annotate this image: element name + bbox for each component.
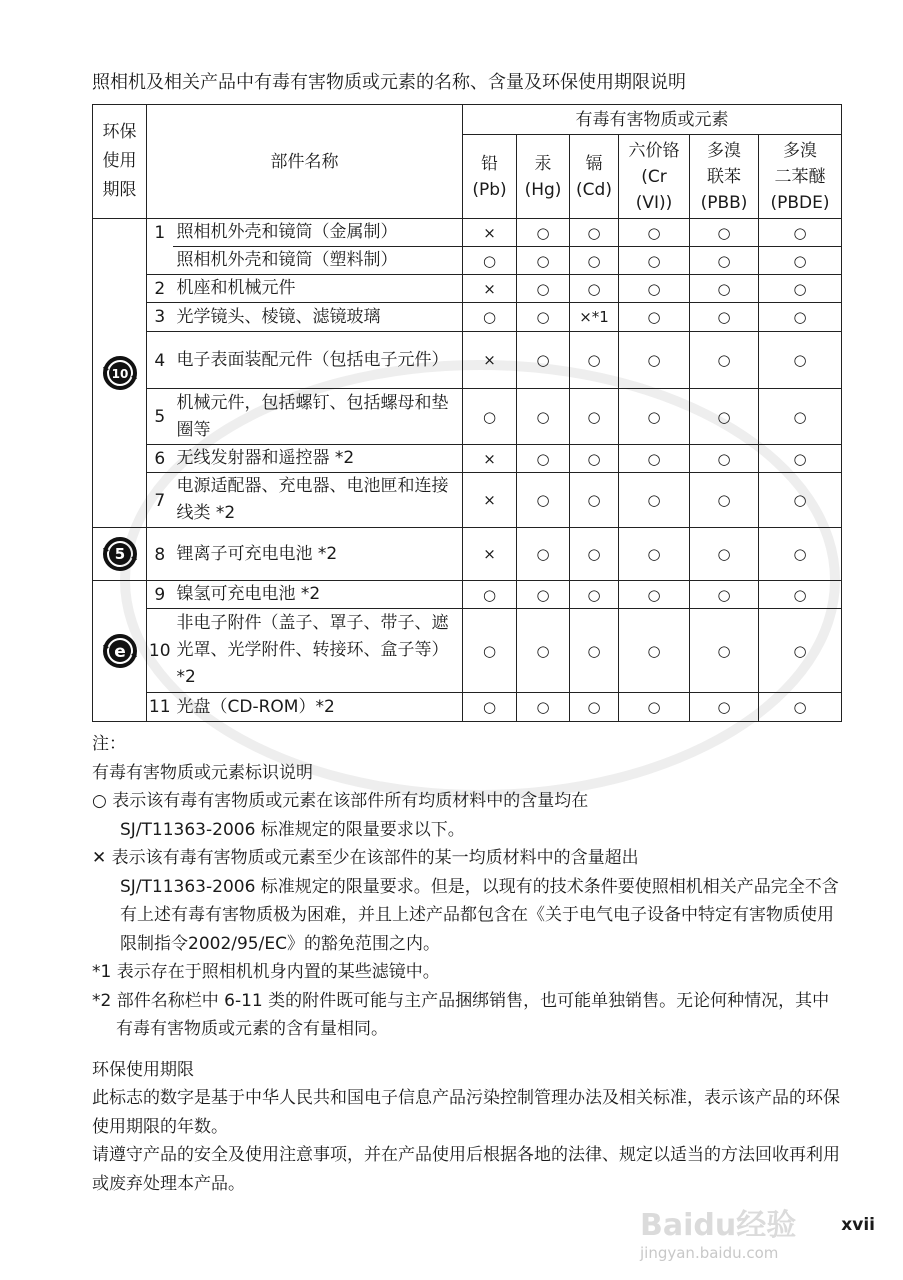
part-number: 7 bbox=[147, 473, 173, 528]
part-number: 5 bbox=[147, 389, 173, 445]
substance-mark: × bbox=[463, 473, 517, 528]
substance-mark: ○ bbox=[570, 693, 619, 722]
content-flow bbox=[92, 104, 844, 1198]
substance-mark: ○ bbox=[759, 581, 842, 609]
substance-mark: ○ bbox=[570, 445, 619, 473]
substance-mark: ○ bbox=[517, 528, 570, 581]
table-row bbox=[93, 609, 842, 693]
header-col-hg: 汞 (Hg) bbox=[517, 135, 570, 219]
note-circle-cont: SJ/T11363-2006 标准规定的限量要求以下。 bbox=[120, 819, 465, 840]
table-row bbox=[93, 693, 842, 722]
substance-mark: ○ bbox=[570, 528, 619, 581]
header-col-pbb: 多溴 联苯 (PBB) bbox=[690, 135, 759, 219]
table-row bbox=[93, 303, 842, 332]
header-col-pbde: 多溴 二苯醚 (PBDE) bbox=[759, 135, 842, 219]
substance-mark: × bbox=[463, 332, 517, 389]
footnote-2: *2 部件名称栏中 6-11 类的附件既可能与主产品捆绑销售，也可能单独销售。无论何种情况，其中有毒有害物质或元素的含有量相同。 bbox=[92, 990, 830, 1039]
substance-mark: ○ bbox=[619, 528, 690, 581]
part-number: 9 bbox=[147, 581, 173, 609]
table-row bbox=[93, 247, 842, 275]
hazardous-substances-table bbox=[92, 104, 842, 722]
substance-mark: ○ bbox=[690, 528, 759, 581]
substance-mark: ○ bbox=[619, 389, 690, 445]
note-cross-cont: SJ/T11363-2006 标准规定的限量要求。但是，以现有的技术条件要使照相机相关产品完全不含有上述有毒有害物质极为困难，并且上述产品都包含在《关于电气电子设备中特定有害物质使用限制指令2002/95/EC》的豁免范围之内。 bbox=[120, 876, 839, 954]
substance-mark: ○ bbox=[570, 581, 619, 609]
substance-mark: ○ bbox=[619, 473, 690, 528]
part-number: 8 bbox=[147, 528, 173, 581]
substance-mark: ○ bbox=[759, 332, 842, 389]
note-circle: ○ 表示该有毒有害物质或元素在该部件所有均质材料中的含量均在 bbox=[92, 791, 589, 811]
part-name: 照相机外壳和镜筒（金属制） bbox=[173, 219, 463, 247]
substance-mark: ○ bbox=[619, 581, 690, 609]
substance-mark: ○ bbox=[759, 219, 842, 247]
part-number: 4 bbox=[147, 332, 173, 389]
header-col-cr: 六价铬 (Cr (VI)) bbox=[619, 135, 690, 219]
substance-mark: ○ bbox=[759, 389, 842, 445]
substance-mark: ○ bbox=[570, 473, 619, 528]
substance-mark: ○ bbox=[690, 693, 759, 722]
section-heading: 环保使用期限 bbox=[92, 1059, 194, 1080]
header-part-name: 部件名称 bbox=[147, 105, 463, 219]
table-row bbox=[93, 581, 842, 609]
table-row bbox=[93, 445, 842, 473]
section-paragraph-2: 请遵守产品的安全及使用注意事项，并在产品使用后根据各地的法律、规定以适当的方法回收再利用或废弃处理本产品。 bbox=[92, 1145, 840, 1194]
table-row bbox=[93, 219, 842, 247]
notes bbox=[92, 730, 844, 1044]
substance-mark: ○ bbox=[517, 445, 570, 473]
page-number: xvii bbox=[841, 1215, 875, 1235]
section-paragraph-1: 此标志的数字是基于中华人民共和国电子信息产品污染控制管理办法及相关标准，表示该产品的环保使用期限的年数。 bbox=[92, 1088, 840, 1137]
substance-mark: ○ bbox=[517, 389, 570, 445]
substance-mark: ○ bbox=[570, 389, 619, 445]
substance-mark: ○ bbox=[759, 445, 842, 473]
part-name: 锂离子可充电电池 *2 bbox=[173, 528, 463, 581]
substance-mark: × bbox=[463, 445, 517, 473]
substance-mark: ○ bbox=[619, 247, 690, 275]
svg-text:10: 10 bbox=[111, 367, 128, 381]
substance-mark: ○ bbox=[517, 219, 570, 247]
substance-mark: ○ bbox=[619, 332, 690, 389]
substance-mark: ○ bbox=[619, 693, 690, 722]
part-name: 机械元件，包括螺钉、包括螺母和垫圈等 bbox=[173, 389, 463, 445]
substance-mark: ○ bbox=[517, 693, 570, 722]
substance-mark: ○ bbox=[690, 581, 759, 609]
substance-mark: ○ bbox=[517, 609, 570, 693]
part-number: 2 bbox=[147, 275, 173, 303]
substance-mark: ○ bbox=[517, 275, 570, 303]
substance-mark: ○ bbox=[759, 528, 842, 581]
substance-mark: ○ bbox=[619, 303, 690, 332]
part-name: 电源适配器、充电器、电池匣和连接线类 *2 bbox=[173, 473, 463, 528]
table-row bbox=[93, 389, 842, 445]
substance-mark: ○ bbox=[517, 581, 570, 609]
substance-mark: ○ bbox=[619, 219, 690, 247]
part-name: 镍氢可充电电池 *2 bbox=[173, 581, 463, 609]
substance-mark: ○ bbox=[619, 445, 690, 473]
substance-mark: ○ bbox=[570, 609, 619, 693]
5-year-icon bbox=[93, 528, 147, 581]
substance-mark: ○ bbox=[517, 303, 570, 332]
substance-mark: ○ bbox=[690, 219, 759, 247]
substance-mark: × bbox=[463, 528, 517, 581]
svg-text:e: e bbox=[113, 642, 126, 662]
substance-mark: ○ bbox=[570, 247, 619, 275]
substance-mark: ○ bbox=[690, 609, 759, 693]
substance-mark: ○ bbox=[517, 332, 570, 389]
substance-mark: ○ bbox=[570, 332, 619, 389]
substance-mark: ○ bbox=[570, 219, 619, 247]
substance-mark: ○ bbox=[690, 389, 759, 445]
substance-mark: ○ bbox=[619, 275, 690, 303]
header-substances: 有毒有害物质或元素 bbox=[463, 105, 842, 135]
substance-mark: ○ bbox=[690, 473, 759, 528]
notes-label: 注： bbox=[92, 734, 126, 754]
notes-heading: 有毒有害物质或元素标识说明 bbox=[92, 762, 313, 783]
part-number: 11 bbox=[147, 693, 173, 722]
part-name: 机座和机械元件 bbox=[173, 275, 463, 303]
part-number: 1 bbox=[147, 219, 173, 275]
part-name: 光盘（CD-ROM）*2 bbox=[173, 693, 463, 722]
header-col-pb: 铅 (Pb) bbox=[463, 135, 517, 219]
substance-mark: ○ bbox=[759, 275, 842, 303]
substance-mark: ○ bbox=[517, 473, 570, 528]
part-number: 6 bbox=[147, 445, 173, 473]
substance-mark: ○ bbox=[690, 247, 759, 275]
table-row bbox=[93, 473, 842, 528]
svg-text:5: 5 bbox=[114, 545, 125, 563]
part-number: 3 bbox=[147, 303, 173, 332]
substance-mark: ○ bbox=[517, 247, 570, 275]
part-name: 照相机外壳和镜筒（塑料制） bbox=[173, 247, 463, 275]
substance-mark: ○ bbox=[759, 247, 842, 275]
substance-mark: ×*1 bbox=[570, 303, 619, 332]
substance-mark: ○ bbox=[759, 693, 842, 722]
substance-mark: × bbox=[463, 219, 517, 247]
part-name: 电子表面装配元件（包括电子元件） bbox=[173, 332, 463, 389]
table-row bbox=[93, 275, 842, 303]
table-row bbox=[93, 332, 842, 389]
substance-mark: ○ bbox=[570, 275, 619, 303]
substance-mark: ○ bbox=[759, 609, 842, 693]
part-name: 无线发射器和遥控器 *2 bbox=[173, 445, 463, 473]
note-cross: ✕ 表示该有毒有害物质或元素至少在该部件的某一均质材料中的含量超出 bbox=[92, 848, 639, 868]
period-section bbox=[92, 1056, 844, 1199]
baidu-watermark-url: jingyan.baidu.com bbox=[640, 1244, 779, 1262]
e-icon bbox=[93, 581, 147, 722]
substance-mark: ○ bbox=[463, 693, 517, 722]
page-title: 照相机及相关产品中有毒有害物质或元素的名称、含量及环保使用期限说明 bbox=[92, 72, 686, 93]
substance-mark: ○ bbox=[463, 389, 517, 445]
header-col-cd: 镉 (Cd) bbox=[570, 135, 619, 219]
part-name: 光学镜头、棱镜、滤镜玻璃 bbox=[173, 303, 463, 332]
substance-mark: × bbox=[463, 275, 517, 303]
part-number: 10 bbox=[147, 609, 173, 693]
substance-mark: ○ bbox=[690, 303, 759, 332]
substance-mark: ○ bbox=[463, 247, 517, 275]
substance-mark: ○ bbox=[690, 275, 759, 303]
baidu-watermark: Baidu经验 bbox=[640, 1208, 797, 1243]
part-name: 非电子附件（盖子、罩子、带子、遮光罩、光学附件、转接环、盒子等）*2 bbox=[173, 609, 463, 693]
substance-mark: ○ bbox=[759, 303, 842, 332]
10-year-icon bbox=[93, 219, 147, 528]
substance-mark: ○ bbox=[619, 609, 690, 693]
table-row bbox=[93, 528, 842, 581]
substance-mark: ○ bbox=[463, 303, 517, 332]
substance-mark: ○ bbox=[690, 445, 759, 473]
substance-mark: ○ bbox=[759, 473, 842, 528]
substance-mark: ○ bbox=[690, 332, 759, 389]
substance-mark: ○ bbox=[463, 609, 517, 693]
substance-mark: ○ bbox=[463, 581, 517, 609]
footnote-1: *1 表示存在于照相机机身内置的某些滤镜中。 bbox=[92, 962, 440, 982]
header-period: 环保使用期限 bbox=[93, 105, 147, 219]
